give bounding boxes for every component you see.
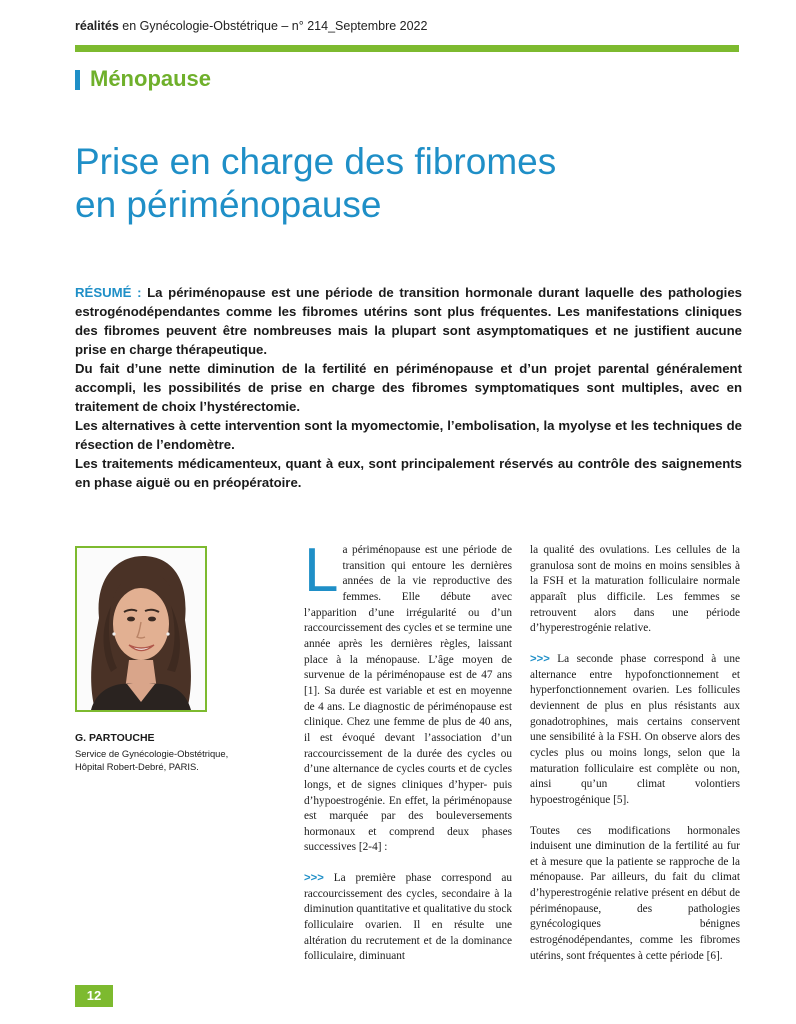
abstract-label: RÉSUMÉ : bbox=[75, 285, 142, 300]
section-title: Ménopause bbox=[90, 66, 212, 91]
list-marker-2: >>> bbox=[530, 652, 550, 665]
abstract-text-1: La périménopause est une période de transition hormonale durant laquelle des pathologies estrogénodépendantes comme les fibromes utérins sont plus fréquentes. Les manifestations cliniques des fibromes peuvent être nombreuses mais la plupart sont asymptomatiques et ne justifient aucune prise en charge thérapeutique. bbox=[75, 285, 742, 357]
article-title-line-1: Prise en charge des fibromes bbox=[75, 141, 557, 182]
list-marker-1: >>> bbox=[304, 872, 324, 885]
author-photo bbox=[75, 546, 207, 712]
abstract-paragraph-2: Du fait d’une nette diminution de la fertilité en périménopause et d’un projet parental généralement accompli, les possibilités de prise en charge des fibromes symptomatiques sont multiples, avec en traitement de choix l’hystérectomie. bbox=[75, 361, 742, 414]
page-number: 12 bbox=[75, 985, 113, 1007]
body-paragraph-3: la qualité des ovulations. Les cellules de la granulosa sont de moins en moins sensibles à la FSH et la maturation folliculaire normale apparaît plus difficile. Les femmes se retrouvent alors dans une période d’hyperestrogénie relative. bbox=[530, 544, 740, 635]
article-title-line-2: en périménopause bbox=[75, 184, 382, 225]
body-text-4: La seconde phase correspond à une alternance entre hypofonctionnement et hyperfonctionnement ovarien. Les follicules deviennent de plus en plus résistants aux gonadotrophines, mais certains conservent une sensibilité à la FSH. On observe alors des cycles plus ou moins longs, selon que la maturation folliculaire est complète ou non, ainsi qu’un climat volontiers hypoestrogénique [5]. bbox=[530, 652, 740, 806]
body-column-right bbox=[530, 543, 740, 979]
body-paragraph-2 bbox=[304, 871, 512, 965]
running-header bbox=[75, 19, 427, 33]
abstract bbox=[75, 283, 742, 492]
body-text-1: a périménopause est une période de transition qui entoure les dernières années de la vie reproductive des femmes. Elle débute avec l’apparition d’une irrégularité ou d’un raccourcissement des cycles et se termine une année après les dernières règles, laissant place à la ménopause. L’âge moyen de survenue de la périménopause est de 47 ans [1]. Sa durée est variable et est en moyenne de 4 ans. Le diagnostic de périménopause est clinique. Chez une femme de plus de 40 ans, il est évoqué devant l’association d’un raccourcissement de la durée des cycles ou d’une alternance de cycles courts et de cycles longs, et de signes cliniques d’hyper- puis d’hypoestrogénie. En effet, la périménopause est marquée par des bouleversements hormonaux et comprend deux phases successives [2-4] : bbox=[304, 544, 512, 854]
author-affiliation-line-2: Hôpital Robert-Debré, PARIS. bbox=[75, 761, 199, 772]
header-rule bbox=[75, 45, 739, 52]
body-paragraph-4 bbox=[530, 652, 740, 809]
body-paragraph-5: Toutes ces modifications hormonales induisent une diminution de la fertilité au fur et à mesure que la patiente se rapproche de la ménopause. Par ailleurs, du fait du climat d’hyperestrogénie relative présent en début de périménopause, des pathologies gynécologiques bénignes estrogénodépendantes, comme les fibromes utérins, sont fréquentes à cette période [6]. bbox=[530, 824, 740, 962]
drop-cap: L bbox=[304, 536, 339, 605]
author-affiliation-line-1: Service de Gynécologie-Obstétrique, bbox=[75, 748, 229, 759]
author-name: G. PARTOUCHE bbox=[75, 732, 155, 744]
section-marker-bar bbox=[75, 70, 80, 90]
journal-brand: réalités bbox=[75, 19, 119, 33]
journal-issue: en Gynécologie-Obstétrique – n° 214_Septembre 2022 bbox=[122, 19, 428, 33]
abstract-paragraph-3: Les alternatives à cette intervention sont la myomectomie, l’embolisation, la myolyse et les techniques de résection de l’endomètre. bbox=[75, 418, 742, 452]
abstract-paragraph-1 bbox=[75, 283, 742, 359]
body-paragraph-1 bbox=[304, 536, 512, 856]
article-title bbox=[75, 140, 715, 226]
author-portrait-illustration bbox=[77, 548, 205, 710]
author-affiliation bbox=[75, 747, 228, 773]
body-column-left bbox=[304, 536, 513, 980]
body-text-2: La première phase correspond au raccourcissement des cycles, secondaire à la diminution quantitative et qualitative du stock folliculaire ovarien. Il en résulte une altération du recrutement et de la dominance folliculaire, diminuant bbox=[304, 872, 513, 963]
abstract-paragraph-4: Les traitements médicamenteux, quant à eux, sont principalement réservés au contrôle des saignements en phase aiguë ou en préopératoire. bbox=[75, 456, 742, 490]
